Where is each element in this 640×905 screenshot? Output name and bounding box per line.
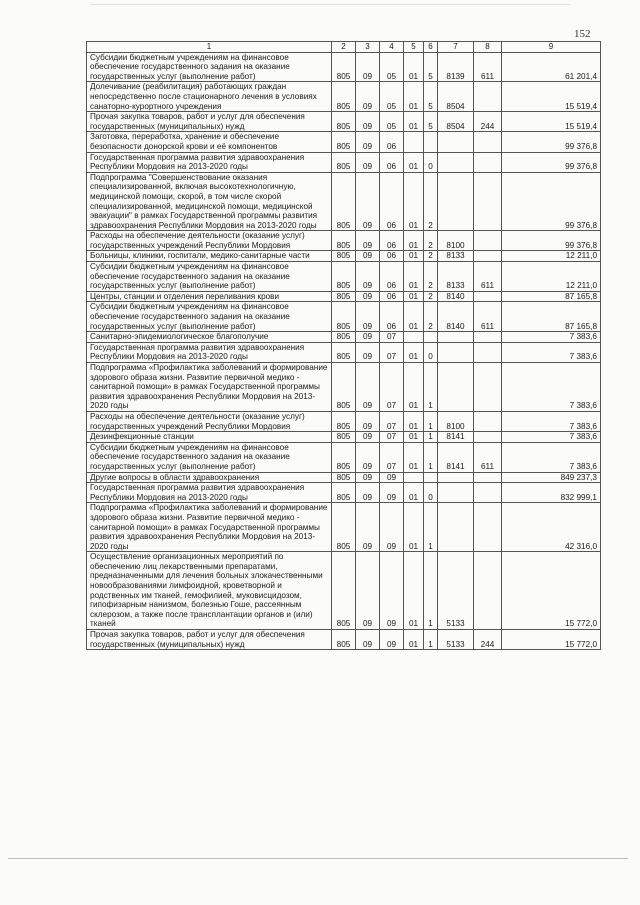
code-expense-type [474,231,502,251]
row-name: Государственная программа развития здравоохранения Республики Мордовия на 2013-2020 годы [87,483,332,503]
code-ministry: 805 [332,231,356,251]
code-subsection: 07 [380,363,404,412]
row-name: Подпрограмма «Профилактика заболеваний и формирование здорового образа жизни. Развитие первичной медико - санитарной помощи» в рамках Государственной программы развития здравоохранения Республики Мордовия на 2013-2020 годы [87,363,332,412]
code-ministry: 805 [332,363,356,412]
code-subsection: 07 [380,442,404,472]
code-section: 09 [356,503,380,552]
table-header-row [87,42,601,53]
amount: 7 383,6 [502,411,601,431]
code-section: 09 [356,432,380,443]
code-ministry: 805 [332,52,356,82]
code-section: 09 [356,483,380,503]
code-expense-type [474,172,502,231]
code-target: 8100 [438,411,474,431]
code-section: 09 [356,442,380,472]
code-expense-type [474,342,502,362]
code-subsection: 06 [380,231,404,251]
column-header: 7 [438,42,474,53]
code-subprogram: 2 [424,262,438,292]
code-expense-type: 244 [474,630,502,650]
code-subprogram: 5 [424,82,438,112]
code-section: 09 [356,251,380,262]
code-program: 01 [404,503,424,552]
code-program: 01 [404,411,424,431]
amount: 832 999,1 [502,483,601,503]
code-expense-type [474,503,502,552]
amount: 7 383,6 [502,332,601,343]
table-row [87,82,601,112]
table-row [87,112,601,132]
code-subprogram: 0 [424,483,438,503]
amount: 7 383,6 [502,432,601,443]
column-header: 1 [87,42,332,53]
amount: 42 316,0 [502,503,601,552]
amount: 87 165,8 [502,291,601,302]
code-section: 09 [356,112,380,132]
table-row [87,262,601,292]
code-ministry: 805 [332,442,356,472]
code-ministry: 805 [332,342,356,362]
code-subsection: 07 [380,432,404,443]
code-expense-type: 244 [474,112,502,132]
code-subprogram: 2 [424,302,438,332]
row-name: Центры, станции и отделения переливания крови [87,291,332,302]
column-header: 9 [502,42,601,53]
table-row [87,363,601,412]
code-section: 09 [356,552,380,630]
scan-bottom-line [8,858,628,859]
code-ministry: 805 [332,152,356,172]
code-expense-type [474,132,502,152]
code-subsection: 06 [380,291,404,302]
code-expense-type [474,82,502,112]
row-name: Больницы, клиники, госпитали, медико-санитарные части [87,251,332,262]
code-program: 01 [404,432,424,443]
code-target [438,483,474,503]
amount: 61 201,4 [502,52,601,82]
code-section: 09 [356,172,380,231]
code-program: 01 [404,342,424,362]
code-ministry: 805 [332,332,356,343]
code-target: 8133 [438,251,474,262]
amount: 99 376,8 [502,231,601,251]
table-row [87,411,601,431]
code-section: 09 [356,630,380,650]
code-target [438,172,474,231]
amount: 87 165,8 [502,302,601,332]
code-subsection: 09 [380,483,404,503]
budget-table [86,41,601,650]
code-subsection: 09 [380,552,404,630]
code-target [438,152,474,172]
code-target: 5133 [438,630,474,650]
row-name: Расходы на обеспечение деятельности (оказание услуг) государственных учреждений Республики Мордовия [87,411,332,431]
row-name: Осуществление организационных мероприятий по обеспечению лиц лекарственными препаратами, предназначенными для лечения больных злокачественными новообразованиями лимфоидной, кроветворной и родственных им тканей, гемофилией, муковисцидозом, гипофизарным нанизмом, болезнью Гоше, рассеянным склерозом, а также после трансплантации органов и (или) тканей [87,552,332,630]
table-row [87,552,601,630]
row-name: Прочая закупка товаров, работ и услуг для обеспечения государственных (муниципальных) нужд [87,112,332,132]
code-target: 8139 [438,52,474,82]
code-target [438,342,474,362]
code-subprogram: 5 [424,52,438,82]
code-program [404,332,424,343]
code-subprogram: 1 [424,432,438,443]
code-target: 8140 [438,291,474,302]
code-expense-type [474,251,502,262]
table-row [87,231,601,251]
amount: 15 519,4 [502,112,601,132]
row-name: Подпрограмма «Профилактика заболеваний и формирование здорового образа жизни. Развитие первичной медико - санитарной помощи» в рамках Государственной программы развития здравоохранения Республики Мордовия на 2013-2020 годы [87,503,332,552]
code-subprogram: 1 [424,363,438,412]
table-row [87,483,601,503]
code-program: 01 [404,82,424,112]
code-subprogram: 1 [424,503,438,552]
code-ministry: 805 [332,630,356,650]
table-row [87,52,601,82]
amount: 99 376,8 [502,152,601,172]
code-program: 01 [404,483,424,503]
code-expense-type: 611 [474,442,502,472]
code-section: 09 [356,231,380,251]
code-program: 01 [404,231,424,251]
code-section: 09 [356,291,380,302]
code-target: 8100 [438,231,474,251]
code-subprogram: 2 [424,231,438,251]
table-row [87,251,601,262]
code-subprogram: 1 [424,411,438,431]
code-subsection: 09 [380,503,404,552]
code-section: 09 [356,152,380,172]
code-section: 09 [356,332,380,343]
code-subsection: 06 [380,251,404,262]
code-program [404,132,424,152]
code-program: 01 [404,442,424,472]
code-subsection: 06 [380,262,404,292]
code-program: 01 [404,52,424,82]
code-target [438,332,474,343]
scan-edge-line [90,4,570,5]
table-row [87,172,601,231]
code-ministry: 805 [332,432,356,443]
table-row [87,503,601,552]
amount: 7 383,6 [502,442,601,472]
column-header: 4 [380,42,404,53]
code-subsection: 09 [380,630,404,650]
column-header: 2 [332,42,356,53]
amount: 7 383,6 [502,342,601,362]
code-subprogram: 0 [424,342,438,362]
column-header: 3 [356,42,380,53]
code-expense-type [474,152,502,172]
code-subprogram: 1 [424,552,438,630]
code-ministry: 805 [332,291,356,302]
code-subsection: 07 [380,342,404,362]
row-name: Долечивание (реабилитация) работающих граждан непосредственно после стационарного лечения в условиях санаторно-курортного учреждения [87,82,332,112]
code-expense-type [474,472,502,483]
code-section: 09 [356,52,380,82]
code-program: 01 [404,302,424,332]
code-expense-type [474,483,502,503]
code-program: 01 [404,630,424,650]
code-target [438,503,474,552]
amount: 849 237,3 [502,472,601,483]
row-name: Государственная программа развития здравоохранения Республики Мордовия на 2013-2020 годы [87,342,332,362]
row-name: Субсидии бюджетным учреждениям на финансовое обеспечение государственного задания на оказание государственных услуг (выполнение работ) [87,302,332,332]
table-row [87,291,601,302]
code-section: 09 [356,132,380,152]
row-name: Санитарно-эпидемиологическое благополучие [87,332,332,343]
code-expense-type [474,552,502,630]
code-ministry: 805 [332,472,356,483]
code-subsection: 05 [380,82,404,112]
code-subsection: 05 [380,52,404,82]
code-subprogram [424,472,438,483]
row-name: Дезинфекционные станции [87,432,332,443]
code-target: 8504 [438,112,474,132]
code-target: 8141 [438,432,474,443]
code-subprogram: 0 [424,152,438,172]
code-subsection: 05 [380,112,404,132]
column-header: 6 [424,42,438,53]
table-row [87,630,601,650]
code-target [438,363,474,412]
table-row [87,152,601,172]
code-target: 8140 [438,302,474,332]
code-program: 01 [404,172,424,231]
amount: 7 383,6 [502,363,601,412]
code-ministry: 805 [332,251,356,262]
code-expense-type: 611 [474,262,502,292]
amount: 12 211,0 [502,251,601,262]
code-subsection: 06 [380,172,404,231]
code-target: 5133 [438,552,474,630]
code-target [438,132,474,152]
code-subprogram: 5 [424,112,438,132]
code-subprogram: 2 [424,172,438,231]
amount: 12 211,0 [502,262,601,292]
code-subsection: 06 [380,132,404,152]
table-row [87,432,601,443]
row-name: Субсидии бюджетным учреждениям на финансовое обеспечение государственного задания на оказание государственных услуг (выполнение работ) [87,52,332,82]
code-program: 01 [404,552,424,630]
row-name: Государственная программа развития здравоохранения Республики Мордовия на 2013-2020 годы [87,152,332,172]
code-section: 09 [356,342,380,362]
code-subsection: 06 [380,152,404,172]
code-target: 8133 [438,262,474,292]
code-section: 09 [356,262,380,292]
code-subprogram: 1 [424,630,438,650]
code-program [404,472,424,483]
code-expense-type [474,363,502,412]
code-section: 09 [356,363,380,412]
code-program: 01 [404,291,424,302]
row-name: Субсидии бюджетным учреждениям на финансовое обеспечение государственного задания на оказание государственных услуг (выполнение работ) [87,442,332,472]
code-expense-type: 611 [474,52,502,82]
page-number: 152 [574,28,591,40]
code-program: 01 [404,262,424,292]
code-ministry: 805 [332,411,356,431]
code-expense-type [474,291,502,302]
code-target: 8141 [438,442,474,472]
table-row [87,472,601,483]
code-ministry: 805 [332,262,356,292]
table-row [87,302,601,332]
row-name: Прочая закупка товаров, работ и услуг для обеспечения государственных (муниципальных) нужд [87,630,332,650]
code-expense-type [474,411,502,431]
code-subprogram: 2 [424,251,438,262]
code-ministry: 805 [332,82,356,112]
row-name: Подпрограмма "Совершенствование оказания специализированной, включая высокотехнологичную, медицинской помощи, скорой, в том числе скорой специализированной, медицинской помощи, медицинской эвакуации" в рамках Государственной программы развития здравоохранения Республики Мордовия на 2013-2020 годы [87,172,332,231]
code-target [438,472,474,483]
code-expense-type [474,332,502,343]
code-section: 09 [356,472,380,483]
code-program: 01 [404,251,424,262]
table-row [87,332,601,343]
code-ministry: 805 [332,132,356,152]
code-program: 01 [404,363,424,412]
code-expense-type: 611 [474,302,502,332]
amount: 99 376,8 [502,172,601,231]
code-expense-type [474,432,502,443]
row-name: Субсидии бюджетным учреждениям на финансовое обеспечение государственного задания на оказание государственных услуг (выполнение работ) [87,262,332,292]
code-subprogram: 2 [424,291,438,302]
row-name: Заготовка, переработка, хранение и обеспечение безопасности донорской крови и её компонентов [87,132,332,152]
code-subprogram [424,132,438,152]
code-section: 09 [356,82,380,112]
code-subsection: 07 [380,332,404,343]
code-ministry: 805 [332,552,356,630]
code-subprogram [424,332,438,343]
code-section: 09 [356,302,380,332]
table-row [87,342,601,362]
column-header: 8 [474,42,502,53]
code-ministry: 805 [332,503,356,552]
code-program: 01 [404,112,424,132]
table-row [87,132,601,152]
code-ministry: 805 [332,112,356,132]
row-name: Другие вопросы в области здравоохранения [87,472,332,483]
amount: 15 772,0 [502,552,601,630]
table-row [87,442,601,472]
code-section: 09 [356,411,380,431]
code-subsection: 07 [380,411,404,431]
column-header: 5 [404,42,424,53]
amount: 99 376,8 [502,132,601,152]
code-subprogram: 1 [424,442,438,472]
code-ministry: 805 [332,302,356,332]
code-program: 01 [404,152,424,172]
row-name: Расходы на обеспечение деятельности (оказание услуг) государственных учреждений Республики Мордовия [87,231,332,251]
amount: 15 519,4 [502,82,601,112]
code-subsection: 06 [380,302,404,332]
code-ministry: 805 [332,172,356,231]
code-subsection: 09 [380,472,404,483]
amount: 15 772,0 [502,630,601,650]
code-target: 8504 [438,82,474,112]
code-ministry: 805 [332,483,356,503]
